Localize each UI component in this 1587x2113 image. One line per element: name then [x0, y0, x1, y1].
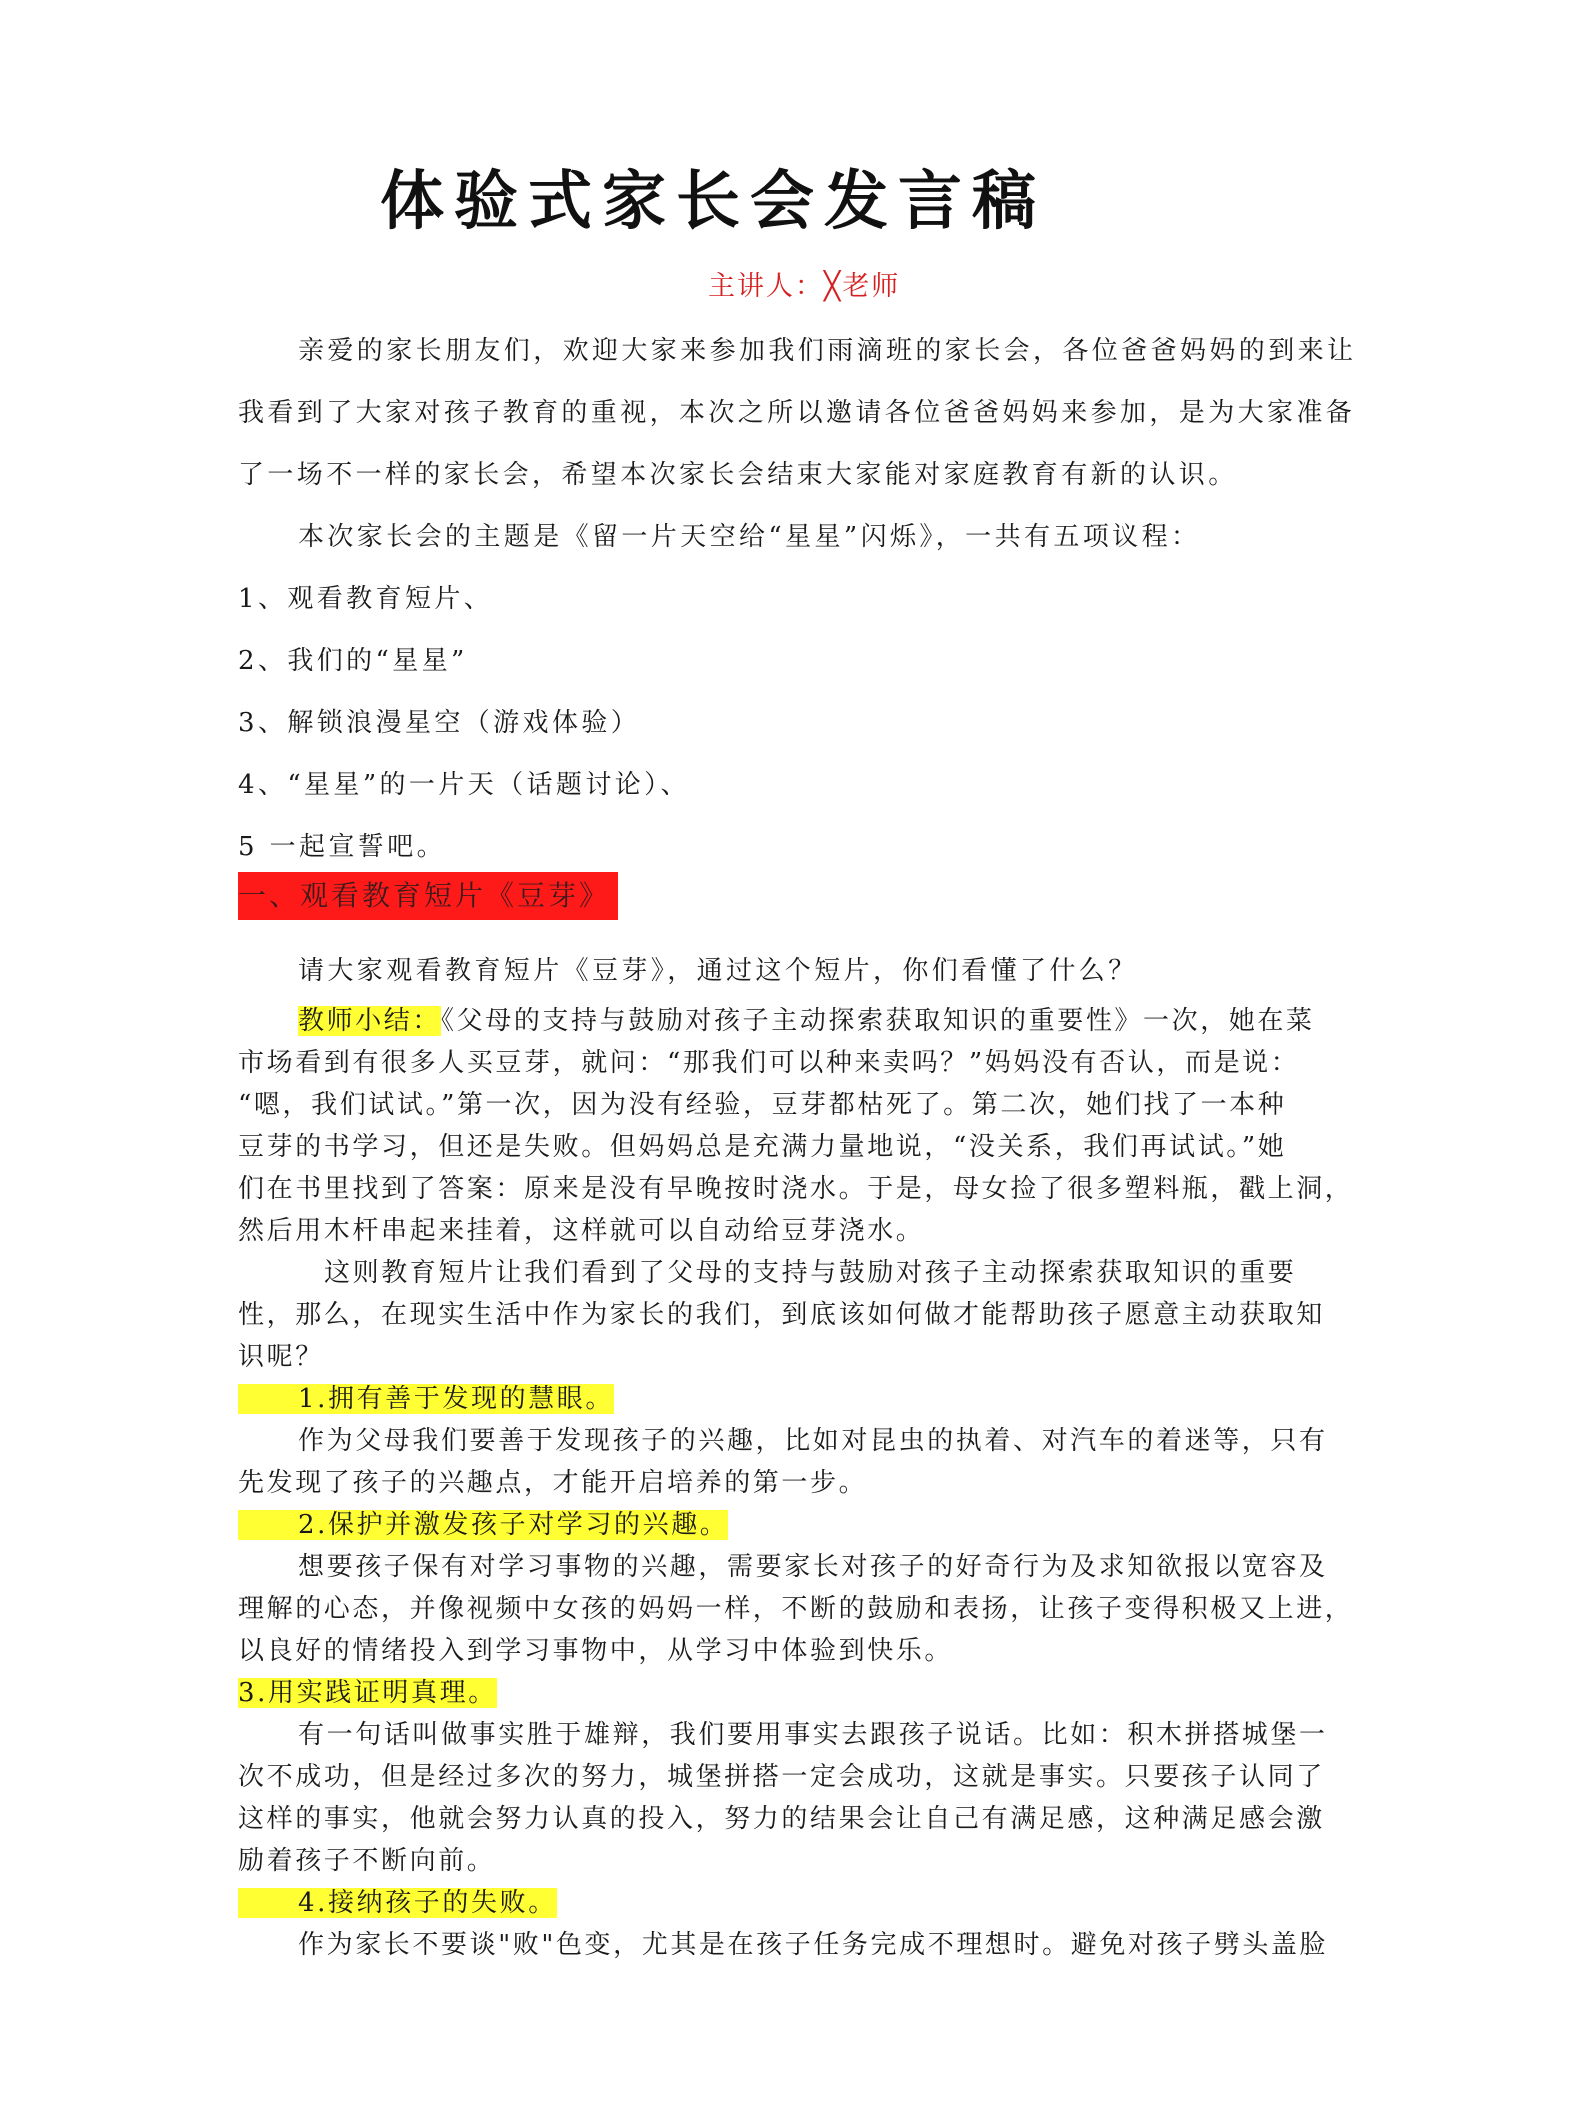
summary-line-3: “嗯，我们试试。”第一次，因为没有经验，豆芽都枯死了。第二次，她们找了一本种: [238, 1090, 1287, 1120]
summary-line-6: 然后用木杆串起来挂着，这样就可以自动给豆芽浇水。: [238, 1216, 925, 1246]
agenda-item-2: 2、我们的“星星”: [238, 646, 468, 676]
point-heading-4-text: 4.接纳孩子的失败。: [238, 1888, 557, 1918]
agenda-item-3: 3、解锁浪漫星空（游戏体验）: [238, 708, 641, 738]
point-3-line-4: 励着孩子不断向前。: [238, 1846, 496, 1876]
point-2-line-1: 想要孩子保有对学习事物的兴趣，需要家长对孩子的好奇行为及求知欲报以宽容及: [298, 1552, 1328, 1582]
document-title: 体验式家长会发言稿: [380, 164, 1046, 239]
summary-line-1: [298, 1000, 1315, 1037]
summary-line-5: 们在书里找到了答案：原来是没有早晚按时浇水。于是，母女捡了很多塑料瓶，戳上洞，: [238, 1174, 1354, 1204]
summary-text-1: 《父母的支持与鼓励对孩子主动探索获取知识的重要性》一次，她在菜: [441, 1006, 1315, 1036]
point-1-line-1: 作为父母我们要善于发现孩子的兴趣，比如对昆虫的执着、对汽车的着迷等，只有: [298, 1426, 1328, 1456]
summary-label: 教师小结：: [298, 1006, 442, 1036]
section-heading-1: 一、观看教育短片《豆芽》: [238, 872, 618, 920]
summary-line-2: 市场看到有很多人买豆芽，就问：“那我们可以种来卖吗？”妈妈没有否认，而是说：: [238, 1048, 1300, 1078]
point-heading-1-text: 1.拥有善于发现的慧眼。: [238, 1384, 614, 1414]
point-heading-4: [238, 1882, 557, 1919]
intro-line-3: 了一场不一样的家长会，希望本次家长会结束大家能对家庭教育有新的认识。: [238, 460, 1238, 490]
summary-line-4: 豆芽的书学习，但还是失败。但妈妈总是充满力量地说，“没关系，我们再试试。”她: [238, 1132, 1287, 1162]
point-heading-3: [238, 1672, 497, 1709]
reflection-line-1: 这则教育短片让我们看到了父母的支持与鼓励对孩子主动探索获取知识的重要: [324, 1258, 1297, 1288]
point-3-line-3: 这样的事实，他就会努力认真的投入，努力的结果会让自己有满足感，这种满足感会激: [238, 1804, 1325, 1834]
agenda-item-4: 4、“星星”的一片天（话题讨论）、: [238, 770, 690, 800]
point-2-line-3: 以良好的情绪投入到学习事物中，从学习中体验到快乐。: [238, 1636, 954, 1666]
point-heading-3-text: 3.用实践证明真理。: [238, 1678, 497, 1708]
point-3-line-1: 有一句话叫做事实胜于雄辩，我们要用事实去跟孩子说话。比如：积木拼搭城堡一: [298, 1720, 1328, 1750]
reflection-line-3: 识呢？: [238, 1342, 324, 1372]
speaker-line: 主讲人：╳老师: [708, 271, 901, 302]
point-4-line-1: 作为家长不要谈"败"色变，尤其是在孩子任务完成不理想时。避免对孩子劈头盖脸: [298, 1930, 1329, 1960]
point-heading-2: [238, 1504, 728, 1541]
agenda-item-5: 5 一起宣誓吧。: [238, 832, 447, 862]
theme-line: 本次家长会的主题是《留一片天空给“星星”闪烁》，一共有五项议程：: [298, 522, 1201, 552]
intro-line-1: 亲爱的家长朋友们，欢迎大家来参加我们雨滴班的家长会，各位爸爸妈妈的到来让: [298, 336, 1357, 366]
point-3-line-2: 次不成功，但是经过多次的努力，城堡拼搭一定会成功，这就是事实。只要孩子认同了: [238, 1762, 1325, 1792]
point-heading-2-text: 2.保护并激发孩子对学习的兴趣。: [238, 1510, 728, 1540]
point-1-line-2: 先发现了孩子的兴趣点，才能开启培养的第一步。: [238, 1468, 868, 1498]
reflection-line-2: 性，那么，在现实生活中作为家长的我们，到底该如何做才能帮助孩子愿意主动获取知: [238, 1300, 1325, 1330]
intro-line-2: 我看到了大家对孩子教育的重视，本次之所以邀请各位爸爸妈妈来参加，是为大家准备: [238, 398, 1356, 428]
point-2-line-2: 理解的心态，并像视频中女孩的妈妈一样，不断的鼓励和表扬，让孩子变得积极又上进，: [238, 1594, 1354, 1624]
section-question: 请大家观看教育短片《豆芽》，通过这个短片，你们看懂了什么？: [298, 956, 1138, 986]
point-heading-1: [238, 1378, 614, 1415]
agenda-item-1: 1、观看教育短片、: [238, 584, 494, 614]
